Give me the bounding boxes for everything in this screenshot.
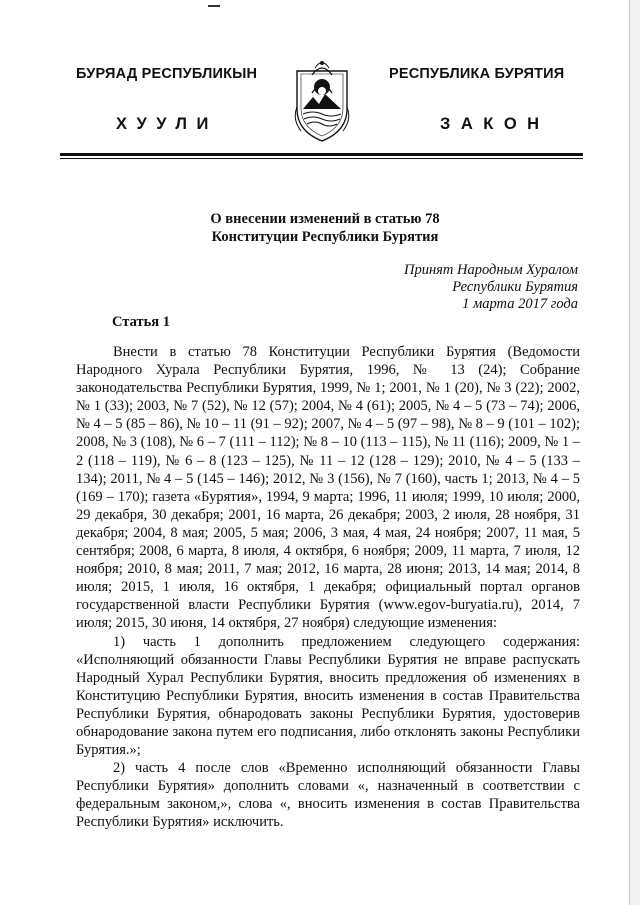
law-title-line: Конституции Республики Бурятия [211, 229, 439, 245]
header-divider-thin [60, 158, 583, 159]
header-left-name: БУРЯАД РЕСПУБЛИКЫН [76, 66, 258, 82]
law-title-line: О внесении изменений в статью 78 [210, 211, 440, 227]
article-intro-paragraph: Внести в статью 78 Конституции Республики Бурятия (Ведомости Народного Хурала Республики Бурятия, 1996, № 13 (24); Собрание законодательства Республики Бурятия, 1999, № 1; 2001, № 1 (20), № 3 (22); 2002, № 1 (33); 2003, № 7 (52), № 12 (57); 2004, № 4 (61); 2005, № 4 – 5 (73 – 74); 2006, № 4 – 5 (85 – 86), № 10 – 11 (91 – 92); 2007, № 4 – 5 (97 – 98), № 8 – 9 (101 – 102); 2008, № 3 (108), № 6 – 7 (111 – 112); № 8 – 10 (113 – 115), № 11 (116); 2009, № 1 – 2 (118 – 119), № 6 – 8 (123 – 125), № 11 – 12 (128 – 129); 2010, № 4 – 5 (133 – 134); 2011, № 4 – 5 (145 – 146); 2012, № 3 (156), № 7 (160), часть 1; 2013, № 4 – 5 (169 – 170); газета «Бурятия», 1994, 9 марта; 1996, 11 июля; 1999, 10 июля; 2000, 29 декабря, 30 декабря; 2001, 16 марта, 26 декабря; 2003, 2 июля, 28 ноября, 31 декабря; 2004, 8 мая; 2005, 5 мая; 2006, 3 мая, 4 мая, 24 ноября; 2007, 11 мая, 5 сентября; 2008, 6 марта, 8 июля, 4 октября, 6 ноября; 2009, 11 марта, 7 июля, 12 ноября; 2010, 8 мая; 2011, 7 мая; 2012, 16 марта, 28 июня; 2013, 14 мая; 2014, 8 июля; 2015, 1 июля, 16 октября, 1 декабря; официальный портал органов государственной власти Республики Бурятия (www.egov-buryatia.ru), 2014, 7 июля; 2015, 30 июня, 14 октября, 27 ноября) следующие изменения: [76, 344, 580, 632]
adoption-date: 1 марта 2017 года [462, 296, 578, 312]
law-title [120, 210, 530, 246]
adoption-line: Принят Народным Хуралом [403, 262, 578, 278]
scan-mark [208, 5, 220, 7]
adoption-line: Республики Бурятия [452, 279, 578, 295]
article-item-1: 1) часть 1 дополнить предложением следующего содержания: «Исполняющий обязанности Главы Республики Бурятия не вправе распускать Народный Хурал Республики Бурятия, вносить предложения об изменениях в Конституцию Республики Бурятия, вносить изменения в состав Правительства Республики Бурятия, обнародовать законы Республики Бурятия, удостоверив обнародование закона путем его подписания, либо отклонять законы Республики Бурятия.»; [76, 633, 580, 759]
article-body [76, 343, 580, 832]
header-right-type: ЗАКОН [440, 115, 550, 133]
header-right-name: РЕСПУБЛИКА БУРЯТИЯ [389, 66, 565, 82]
article-heading: Статья 1 [112, 314, 170, 330]
article-item-2: 2) часть 4 после слов «Временно исполняющий обязанности Главы Республики Бурятия» дополнить словами «, назначенный в соответствии с федеральным законом,», слова «, вносить изменения в состав Правительства Республики Бурятия» исключить. [76, 760, 580, 831]
header-left-type: ХУУЛИ [116, 115, 218, 133]
page-edge [629, 0, 640, 905]
coat-of-arms-icon [291, 57, 353, 143]
header-divider-thick [60, 153, 583, 156]
adoption-note [330, 262, 578, 313]
